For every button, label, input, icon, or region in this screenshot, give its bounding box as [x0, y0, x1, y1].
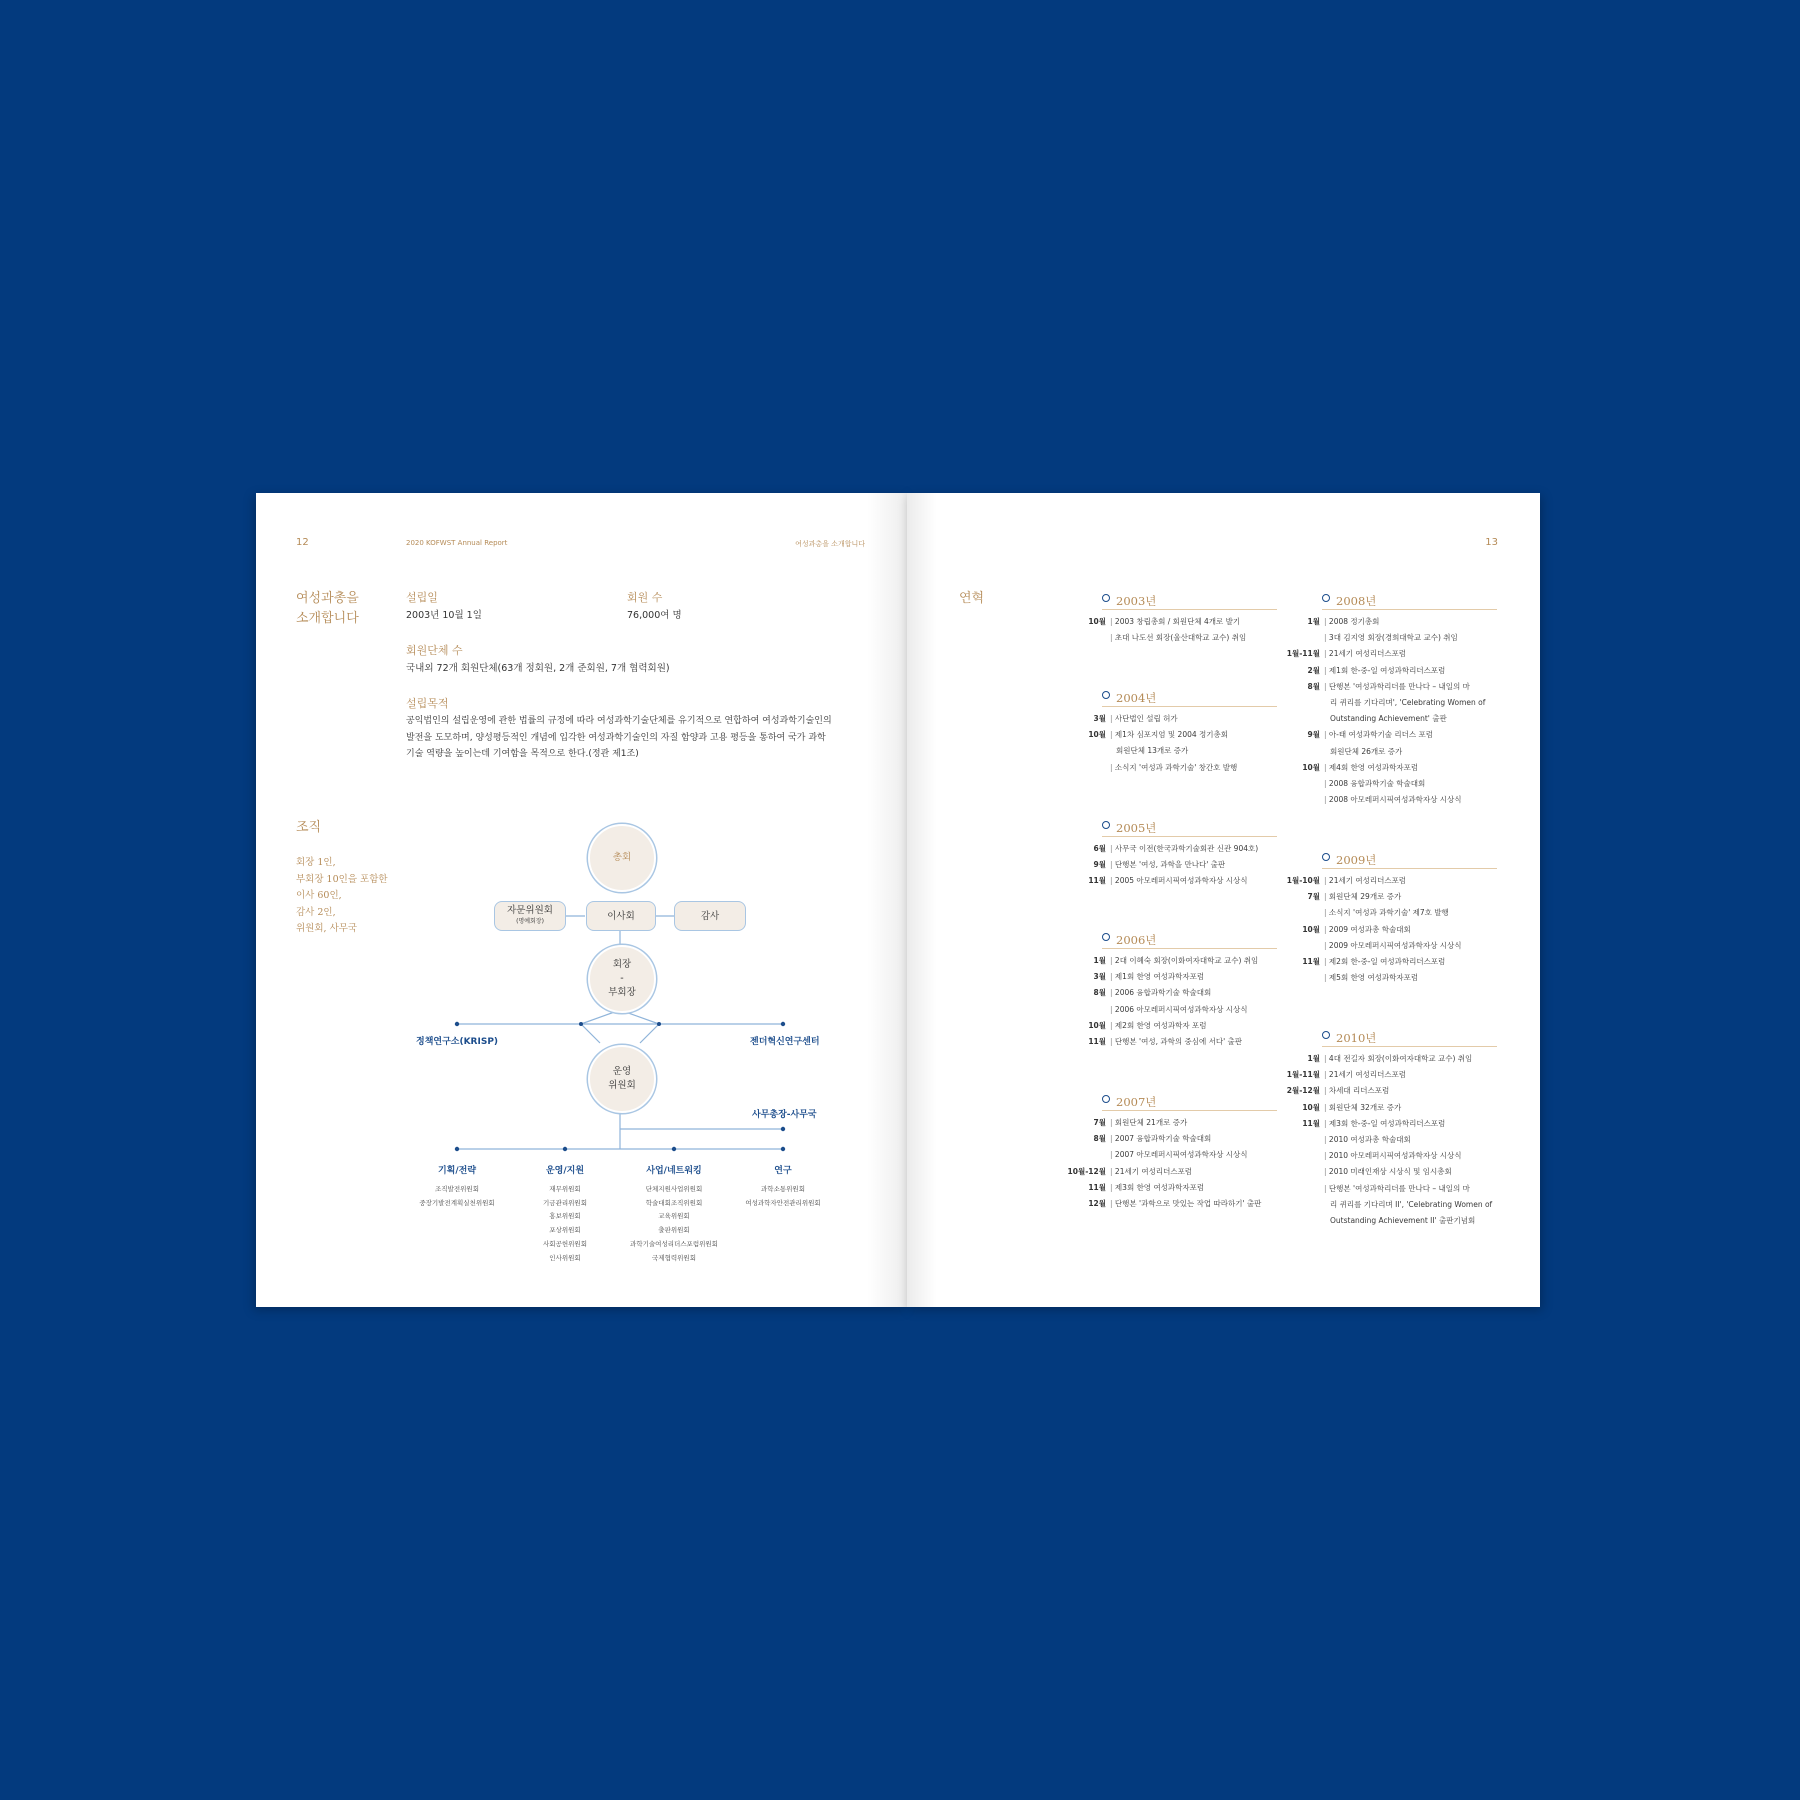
year-marker-icon [1322, 1031, 1330, 1039]
orgs-label: 회원단체 수 [406, 644, 463, 657]
timeline-event [1302, 1100, 1492, 1116]
left-page [256, 493, 907, 1307]
year-marker-icon [1102, 594, 1110, 602]
event-month: 7월 [1307, 892, 1320, 902]
page-number-right: 13 [1485, 537, 1498, 548]
event-separator: | [1110, 860, 1115, 870]
event-separator: | [1110, 1118, 1115, 1127]
president-line: 부회장 [608, 987, 636, 998]
timeline-event [1324, 1197, 1492, 1213]
event-text: 소식지 '여성과 과학기술' 제7호 발행 [1328, 908, 1449, 918]
event-separator: | [1324, 633, 1329, 643]
event-list [1286, 614, 1486, 808]
event-text: 21세기 여성리더스포럼 [1328, 649, 1407, 659]
timeline-event [1286, 1067, 1492, 1083]
committee-item: 국제협력위원회 [652, 1253, 696, 1262]
committee-item: 여성과학자안전관리위원회 [745, 1198, 821, 1207]
event-month: 10월 [1088, 1020, 1106, 1030]
year-divider [1102, 609, 1277, 610]
event-separator: | [1324, 876, 1329, 885]
purpose-line: 발전을 도모하며, 양성평등적인 개념에 입각한 여성과학기술인의 자질 함양과 고용 평등을 통하여 국가 과학 [406, 732, 826, 743]
event-month: 11월 [1302, 1118, 1320, 1128]
timeline-event [1286, 646, 1485, 662]
timeline-event [1093, 1115, 1261, 1131]
event-separator: | [1324, 1167, 1329, 1177]
event-text: Outstanding Achievement' 출판 [1330, 714, 1447, 724]
members-value: 76,000여 명 [627, 610, 682, 621]
category-title: 연구 [774, 1166, 792, 1176]
event-separator: | [1110, 1037, 1115, 1047]
event-text: 4대 전길자 회장(이화여자대학교 교수) 취임 [1328, 1054, 1473, 1063]
year-heading [1102, 1091, 1277, 1110]
event-separator: | [1324, 973, 1329, 983]
event-text: 2006 아모레퍼시픽여성과학자상 시상식 [1114, 1004, 1248, 1014]
event-separator: | [1324, 1135, 1329, 1145]
event-month: 3월 [1093, 714, 1106, 723]
steering-committee-node [588, 1045, 656, 1113]
timeline-event [1110, 743, 1237, 759]
event-text: 아-태 여성과학기술 리더스 포럼 [1328, 730, 1433, 740]
board-node [586, 901, 656, 931]
intro-title-line: 소개합니다 [296, 611, 359, 626]
event-separator: | [1110, 1182, 1115, 1192]
year-divider [1322, 1046, 1497, 1047]
event-month: 9월 [1307, 730, 1320, 740]
event-text: 리 퀴리를 기다리며', 'Celebrating Women of [1330, 698, 1486, 708]
committee-item: 과학기술여성리더스포럼위원회 [630, 1239, 718, 1248]
event-month: 10월-12월 [1067, 1166, 1106, 1176]
event-text: 소식지 '여성과 과학기술' 창간호 발행 [1114, 762, 1238, 772]
event-text: 21세기 여성리더스포럼 [1328, 876, 1407, 885]
category-list [515, 1183, 615, 1265]
history-title: 연혁 [959, 591, 985, 606]
timeline-event [1324, 970, 1461, 986]
committee-item: 교육위원회 [658, 1212, 690, 1221]
event-month: 8월 [1307, 681, 1320, 691]
audit-label: 감사 [700, 910, 720, 922]
event-list [1088, 841, 1259, 890]
timeline-event [1093, 857, 1258, 873]
event-separator: | [1110, 1166, 1115, 1176]
event-text: 2010 아모레퍼시픽여성과학자상 시상식 [1328, 1151, 1462, 1161]
timeline-event [1088, 614, 1246, 630]
year-marker-icon [1322, 853, 1330, 861]
event-month: 1월 [1307, 617, 1320, 626]
year-label: 2009년 [1336, 853, 1377, 867]
event-list [1088, 614, 1247, 646]
event-text: 회원단체 21개로 증가 [1114, 1118, 1188, 1127]
purpose-line: 기술 역량을 높이는데 기여함을 목적으로 한다.(정관 제1조) [406, 749, 639, 759]
event-separator: | [1324, 762, 1329, 772]
event-separator: | [1110, 1134, 1115, 1144]
event-month: 12월 [1088, 1199, 1106, 1209]
steering-line: 운영 [612, 1066, 632, 1077]
event-text: 제2회 한-중-일 여성과학리더스포럼 [1328, 957, 1446, 967]
event-text: 21세기 여성리더스포럼 [1328, 1070, 1407, 1080]
policy-institute-label: 정책연구소(KRISP) [416, 1037, 499, 1047]
timeline-event [1324, 905, 1461, 921]
timeline-event [1307, 889, 1461, 905]
timeline-event [1324, 744, 1485, 760]
event-text: 제4회 한영 여성과학자포럼 [1328, 762, 1419, 772]
event-text: 회원단체 26개로 증가 [1330, 746, 1403, 756]
category-list [382, 1183, 532, 1210]
advisory-committee-label: 자문위원회 [507, 905, 553, 916]
timeline-event [1110, 1147, 1261, 1163]
year-label: 2004년 [1116, 691, 1157, 705]
right-page [907, 493, 1540, 1307]
event-text: 회원단체 29개로 증가 [1328, 892, 1402, 902]
event-text: 단행본 '여성, 과학의 중심에 서다' 출판 [1114, 1037, 1243, 1047]
timeline-event [1324, 695, 1485, 711]
event-separator: | [1110, 1199, 1115, 1209]
event-text: 2008 융합과학기술 학술대회 [1328, 779, 1426, 789]
committee-item: 재무위원회 [549, 1185, 581, 1193]
event-separator: | [1110, 956, 1115, 965]
org-desc-line: 감사 2인, [296, 906, 336, 918]
committee-item: 중장기발전계획실천위원회 [419, 1198, 495, 1207]
event-separator: | [1110, 972, 1115, 982]
event-text: 제1차 심포지엄 및 2004 정기총회 [1114, 730, 1229, 740]
timeline-event [1286, 873, 1461, 889]
event-text: 21세기 여성리더스포럼 [1114, 1166, 1193, 1176]
event-list [1088, 953, 1259, 1050]
event-text: 단행본 '과학으로 맛있는 작업 따라하기' 출판 [1114, 1199, 1262, 1209]
event-list [1286, 1051, 1493, 1229]
general-assembly-node [588, 824, 656, 892]
event-text: 단행본 '여성과학리더를 만나다 – 내일의 마 [1328, 1183, 1470, 1193]
event-separator: | [1324, 1102, 1329, 1112]
year-heading [1102, 929, 1277, 948]
timeline-event [1093, 711, 1237, 727]
advisory-committee-sub: (명예회장) [516, 918, 544, 925]
founding-label: 설립일 [406, 591, 438, 604]
event-text: 제2회 한영 여성과학자 포럼 [1114, 1020, 1207, 1030]
timeline-event [1324, 776, 1485, 792]
timeline-event [1307, 679, 1485, 695]
timeline-event [1093, 1131, 1261, 1147]
event-month: 9월 [1093, 860, 1106, 870]
event-month: 3월 [1093, 972, 1106, 982]
year-heading [1102, 817, 1277, 836]
year-divider [1322, 609, 1497, 610]
timeline-event [1307, 1051, 1492, 1067]
event-month: 1월 [1307, 1054, 1320, 1063]
intro-title-line: 여성과총을 [296, 591, 359, 606]
committee-item: 학술대회조직위원회 [645, 1198, 703, 1207]
event-separator: | [1110, 1004, 1115, 1014]
year-divider [1322, 868, 1497, 869]
timeline-event [1088, 1018, 1258, 1034]
event-separator: | [1324, 1070, 1329, 1080]
event-text: 단행본 '여성, 과학을 만나다' 출판 [1114, 860, 1226, 870]
event-separator: | [1324, 924, 1329, 934]
event-month: 10월 [1302, 1102, 1320, 1112]
event-text: 2010 여성과총 학술대회 [1328, 1135, 1411, 1145]
event-separator: | [1324, 1054, 1329, 1063]
event-separator: | [1110, 1020, 1115, 1030]
committee-item: 포상위원회 [549, 1226, 581, 1235]
event-list [1088, 711, 1238, 776]
event-separator: | [1324, 617, 1329, 626]
timeline-event [1093, 985, 1258, 1001]
event-month: 2월-12월 [1286, 1086, 1320, 1096]
event-text: 초대 나도선 회장(울산대학교 교수) 취임 [1114, 633, 1247, 643]
running-header-right: 여성과총을 소개합니다 [795, 540, 865, 548]
timeline-event [1324, 1132, 1492, 1148]
event-month: 8월 [1093, 988, 1106, 998]
advisory-committee-node [494, 901, 566, 931]
year-heading [1322, 849, 1497, 868]
org-desc-line: 부회장 10인을 포함한 [296, 873, 388, 885]
event-text: 3대 김지영 회장(경희대학교 교수) 취임 [1328, 633, 1458, 643]
year-label: 2008년 [1336, 594, 1377, 608]
event-month: 11월 [1088, 1182, 1106, 1192]
event-text: 2009 여성과총 학술대회 [1328, 924, 1411, 934]
president-line: 회장 [612, 959, 632, 970]
event-month: 6월 [1093, 844, 1106, 853]
year-divider [1102, 836, 1277, 837]
year-heading [1102, 687, 1277, 706]
event-separator: | [1324, 1086, 1329, 1096]
event-text: 제3회 한-중-일 여성과학리더스포럼 [1328, 1118, 1446, 1128]
secretariat-label: 사무총장-사무국 [752, 1110, 817, 1120]
event-text: Outstanding Achievement II' 출판기념회 [1330, 1216, 1476, 1226]
org-desc-line: 위원회, 사무국 [296, 923, 358, 934]
president-node [588, 945, 656, 1013]
timeline-event [1302, 954, 1461, 970]
orgs-value: 국내외 72개 회원단체(63개 정회원, 2개 준회원, 7개 협력회원) [406, 663, 670, 674]
committee-item: 단체지원사업위원회 [645, 1185, 703, 1193]
event-separator: | [1110, 633, 1115, 643]
timeline-event [1067, 1164, 1261, 1180]
event-separator: | [1110, 876, 1115, 886]
event-text: 2006 융합과학기술 학술대회 [1114, 988, 1212, 998]
timeline-event [1307, 614, 1485, 630]
timeline-event [1088, 1180, 1261, 1196]
timeline-event [1302, 922, 1461, 938]
event-month: 8월 [1093, 1134, 1106, 1144]
committee-item: 과학소통위원회 [761, 1185, 805, 1193]
event-text: 회원단체 13개로 증가 [1116, 746, 1189, 756]
year-heading [1322, 1027, 1497, 1046]
event-text: 2005 아모레퍼시픽여성과학자상 시상식 [1114, 876, 1248, 886]
event-separator: | [1324, 1118, 1329, 1128]
general-assembly-label: 총회 [612, 852, 632, 863]
event-text: 사단법인 설립 허가 [1114, 714, 1178, 723]
gutter-shade [907, 493, 937, 1307]
event-separator: | [1324, 681, 1329, 691]
timeline-event [1324, 938, 1461, 954]
purpose-line: 공익법인의 설립운영에 관한 법률의 규정에 따라 여성과학기술단체를 유기적으로 연합하여 여성과학기술인의 [406, 716, 832, 726]
event-month: 11월 [1088, 876, 1106, 886]
event-month: 7월 [1093, 1118, 1106, 1127]
event-separator: | [1324, 892, 1329, 902]
event-separator: | [1110, 714, 1115, 723]
timeline-event [1088, 1034, 1258, 1050]
year-label: 2007년 [1116, 1095, 1157, 1109]
timeline-event [1286, 1083, 1492, 1099]
committee-item: 조직발전위원회 [435, 1185, 479, 1193]
category-title: 운영/지원 [545, 1166, 585, 1176]
event-list [1286, 873, 1462, 986]
event-separator: | [1324, 940, 1329, 950]
event-separator: | [1110, 1150, 1115, 1160]
event-separator: | [1324, 779, 1329, 789]
org-desc-line: 회장 1인, [296, 857, 336, 868]
timeline-event [1093, 841, 1259, 857]
committee-item: 출판위원회 [658, 1226, 690, 1235]
running-header: 2020 KOFWST Annual Report [406, 539, 508, 547]
event-month: 1월-11월 [1286, 649, 1320, 659]
event-separator: | [1324, 1183, 1329, 1193]
year-label: 2005년 [1116, 821, 1157, 835]
event-month: 11월 [1088, 1037, 1106, 1047]
org-title: 조직 [296, 820, 322, 835]
year-divider [1102, 948, 1277, 949]
year-divider [1102, 706, 1277, 707]
event-month: 10월 [1302, 924, 1320, 934]
event-month: 10월 [1088, 730, 1106, 740]
org-desc-line: 이사 60인, [296, 890, 342, 901]
event-separator: | [1110, 988, 1115, 998]
event-text: 제1회 한영 여성과학자포럼 [1114, 972, 1205, 982]
gender-center-label: 젠더혁신연구센터 [750, 1037, 820, 1047]
category-title: 사업/네트워킹 [646, 1166, 702, 1176]
members-label: 회원 수 [627, 591, 663, 604]
committee-item: 사회공헌위원회 [543, 1239, 587, 1248]
timeline-event [1324, 711, 1485, 727]
timeline-event [1324, 1181, 1492, 1197]
event-text: 사무국 이전(한국과학기술회관 신관 904호) [1114, 844, 1259, 853]
event-month: 2월 [1307, 665, 1320, 675]
event-text: 2대 이혜숙 회장(이화여자대학교 교수) 취임 [1114, 956, 1259, 965]
event-month: 1월-10월 [1286, 876, 1320, 885]
event-month: 10월 [1088, 617, 1106, 626]
committee-item: 인사위원회 [549, 1253, 581, 1262]
event-text: 차세대 리더스포럼 [1328, 1086, 1390, 1096]
event-text: 2009 아모레퍼시픽여성과학자상 시상식 [1328, 940, 1462, 950]
committee-item: 기금관리위원회 [543, 1198, 587, 1207]
timeline-event [1324, 792, 1485, 808]
year-divider [1102, 1110, 1277, 1111]
timeline-event [1110, 1002, 1258, 1018]
timeline-event [1324, 630, 1485, 646]
event-text: 2008 아모레퍼시픽여성과학자상 시상식 [1328, 795, 1462, 805]
event-text: 제3회 한영 여성과학자포럼 [1114, 1182, 1205, 1192]
timeline-event [1324, 1164, 1492, 1180]
year-marker-icon [1102, 1095, 1110, 1103]
president-line: - [620, 973, 624, 984]
event-month: 10월 [1302, 762, 1320, 772]
page-number-left: 12 [296, 537, 309, 548]
audit-node [674, 901, 746, 931]
timeline-event [1307, 663, 1485, 679]
year-heading [1322, 590, 1497, 609]
year-marker-icon [1102, 691, 1110, 699]
event-separator: | [1110, 762, 1115, 772]
event-text: 2007 아모레퍼시픽여성과학자상 시상식 [1114, 1150, 1248, 1160]
event-text: 리 퀴리를 기다리며 II', 'Celebrating Women of [1330, 1199, 1493, 1209]
event-month: 11월 [1302, 957, 1320, 967]
timeline-event [1110, 760, 1237, 776]
timeline-event [1302, 760, 1485, 776]
timeline-event [1093, 953, 1259, 969]
event-separator: | [1110, 730, 1115, 740]
purpose-label: 설립목적 [406, 697, 449, 710]
event-separator: | [1324, 957, 1329, 967]
committee-item: 홍보위원회 [549, 1212, 581, 1221]
category-title: 기획/전략 [437, 1166, 477, 1176]
year-label: 2010년 [1336, 1031, 1377, 1045]
event-separator: | [1324, 1151, 1329, 1161]
event-separator: | [1324, 908, 1329, 918]
timeline-event [1324, 1148, 1492, 1164]
event-month: 1월 [1093, 956, 1106, 965]
event-separator: | [1110, 844, 1115, 853]
event-text: 회원단체 32개로 증가 [1328, 1102, 1402, 1112]
event-separator: | [1110, 617, 1115, 626]
timeline-event [1093, 969, 1258, 985]
event-separator: | [1324, 665, 1329, 675]
event-text: 제5회 한영 여성과학자포럼 [1328, 973, 1419, 983]
year-label: 2006년 [1116, 933, 1157, 947]
event-text: 2003 창립총회 / 회원단체 4개로 발기 [1114, 617, 1241, 626]
year-marker-icon [1322, 594, 1330, 602]
event-list [1067, 1115, 1262, 1212]
event-text: 2008 정기총회 [1328, 617, 1380, 626]
event-separator: | [1324, 730, 1329, 740]
timeline-event [1088, 1196, 1262, 1212]
event-separator: | [1324, 649, 1329, 659]
steering-line: 위원회 [608, 1080, 636, 1091]
timeline-event [1110, 630, 1246, 646]
board-label: 이사회 [607, 910, 635, 922]
year-marker-icon [1102, 933, 1110, 941]
year-marker-icon [1102, 821, 1110, 829]
timeline-event [1302, 1116, 1492, 1132]
event-text: 제1회 한-중-일 여성과학리더스포럼 [1328, 665, 1446, 675]
founding-value: 2003년 10월 1일 [406, 610, 482, 621]
year-label: 2003년 [1116, 594, 1157, 608]
timeline-event [1088, 873, 1258, 889]
event-text: 단행본 '여성과학리더를 만나다 – 내일의 마 [1328, 681, 1470, 691]
event-month: 1월-11월 [1286, 1070, 1320, 1080]
timeline-event [1088, 727, 1237, 743]
year-heading [1102, 590, 1277, 609]
event-text: 2007 융합과학기술 학술대회 [1114, 1134, 1212, 1144]
event-separator: | [1324, 795, 1329, 805]
timeline-event [1324, 1213, 1492, 1229]
category-list [713, 1183, 853, 1210]
timeline-event [1307, 727, 1485, 743]
event-text: 2010 미래인재상 시상식 및 임시총회 [1328, 1167, 1452, 1177]
